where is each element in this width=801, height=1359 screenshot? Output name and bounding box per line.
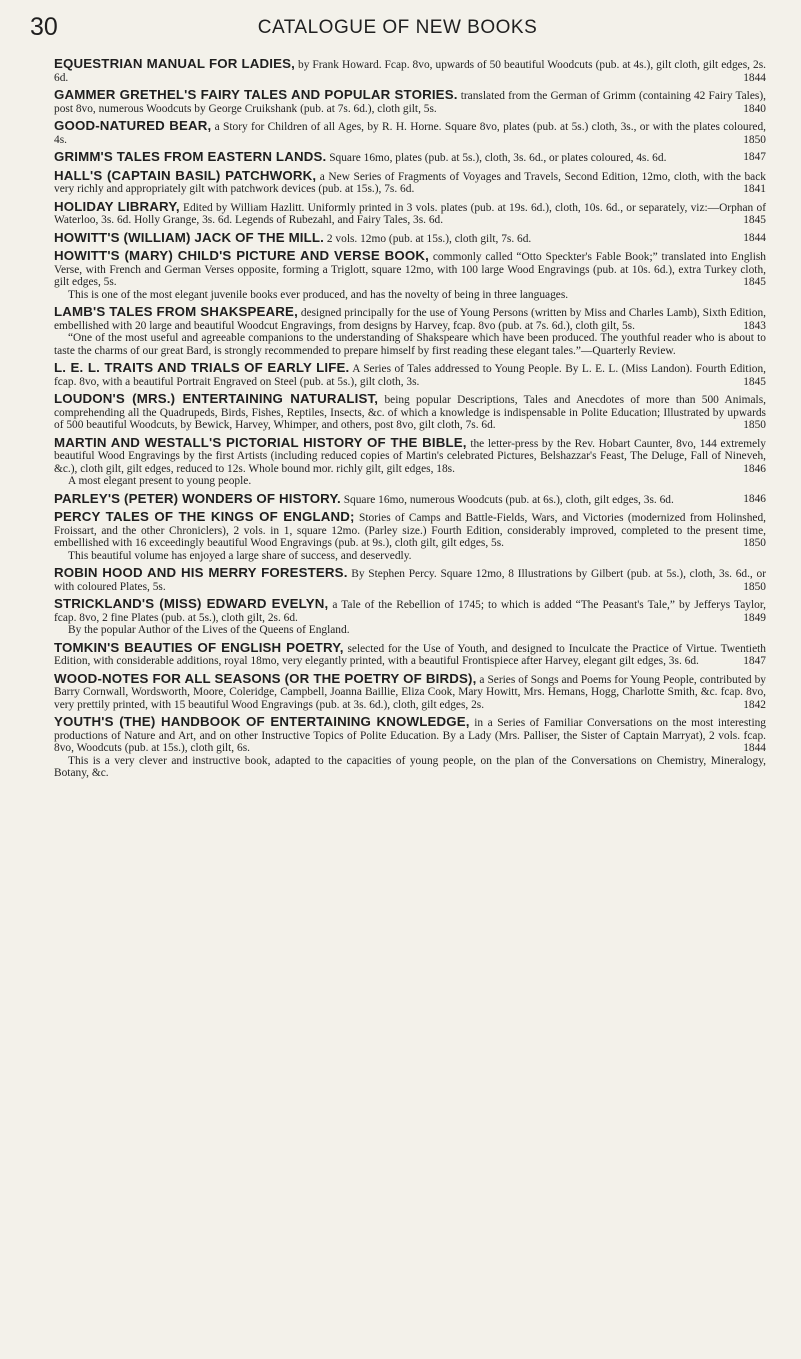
entry-year: 1850 [743, 133, 766, 146]
entry-description: translated from the German of Grimm (containing 42 Fairy Tales), post 8vo, numerous Woodcuts by George Cruikshank (pub. at 7s. 6d.), cloth gilt, 5s. [54, 90, 766, 115]
catalogue-entry [54, 198, 766, 227]
entry-title: YOUTH'S (THE) HANDBOOK OF ENTERTAINING KNOWLEDGE, [54, 714, 470, 729]
entry-description: a New Series of Fragments of Voyages and Travels, Second Edition, 12mo, cloth, with the back very richly and appropriately gilt with patchwork devices (pub. at 15s.), 7s. 6d. [54, 170, 766, 195]
entry-year: 1846 [743, 462, 766, 475]
catalogue-entry [54, 229, 766, 246]
catalogue-entry [54, 58, 766, 84]
catalogue-entry [54, 639, 767, 668]
entry-title: GOOD-NATURED BEAR, [54, 118, 212, 133]
catalogue-entries [54, 58, 766, 785]
running-title: CATALOGUE OF NEW BOOKS [257, 17, 538, 38]
entry-title: L. E. L. TRAITS AND TRIALS OF EARLY LIFE. [54, 360, 350, 375]
entry-description: Square 16mo, plates (pub. at 5s.), cloth, 3s. 6d., or plates coloured, 4s. 6d. [329, 152, 667, 164]
entry-note: A most elegant present to young people. [68, 475, 252, 487]
entry-title: GRIMM'S TALES FROM EASTERN LANDS. [54, 149, 327, 164]
entry-title: HOWITT'S (WILLIAM) JACK OF THE MILL. [54, 229, 325, 245]
catalogue-entry [54, 250, 766, 301]
catalogue-entry [54, 670, 766, 712]
catalogue-entry [54, 362, 766, 388]
entry-description: in a Series of Familiar Conversations on the most interesting productions of Nature and Art, and on other Instructive Topics of Polite Education. By a Lady (Mrs. Palliser, the Sister of Captain Marryat), 2 vols. fcap. 8vo, Woodcuts (pub. at 15s.), cloth gilt, 6s. [54, 717, 766, 754]
entry-title: LOUDON'S (MRS.) ENTERTAINING NATURALIST, [54, 391, 379, 406]
entry-title: HALL'S (CAPTAIN BASIL) PATCHWORK, [54, 167, 317, 183]
catalogue-entry [54, 306, 766, 357]
entry-note: This beautiful volume has enjoyed a large share of success, and deservedly. [68, 549, 412, 562]
entry-description: a Series of Songs and Poems for Young People, contributed by Barry Cornwall, Wordsworth, Moore, Coleridge, Campbell, Joanna Baillie, Eliza Cook, Mary Howitt, Mrs. Hemans, Hogg, Charlotte Smith, &c. fcap. 8vo, very prettily printed, with 15 beautiful Wood Engravings (pub. at 3s. 6d.), cloth, gilt edges, 2s. [54, 673, 766, 711]
entry-description: Edited by William Hazlitt. Uniformly printed in 3 vols. plates (pub. at 19s. 6d.), cloth, 10s. 6d., or separately, viz:—Orphan of Waterloo, 3s. 6d. Holly Grange, 3s. 6d. Legends of Rubezahl, and Fairy Tales, 3s. 6d. [54, 201, 766, 226]
catalogue-entry [54, 151, 766, 165]
entry-description: by Frank Howard. Fcap. 8vo, upwards of 50 beautiful Woodcuts (pub. at 4s.), gilt cloth, gilt edges, 2s. 6d. [54, 59, 766, 84]
catalogue-entry [54, 716, 766, 780]
entry-year: 1850 [743, 580, 766, 593]
entry-year: 1845 [743, 375, 766, 388]
entry-year: 1846 [743, 492, 766, 505]
entry-description: 2 vols. 12mo (pub. at 15s.), cloth gilt, 7s. 6d. [326, 232, 532, 245]
entry-year: 1843 [743, 319, 766, 332]
catalogue-entry [54, 393, 766, 432]
entry-year: 1847 [743, 655, 766, 667]
entry-year: 1850 [743, 537, 766, 549]
entry-year: 1844 [743, 71, 766, 84]
entry-description: By Stephen Percy. Square 12mo, 8 Illustrations by Gilbert (pub. at 5s.), cloth, 3s. 6d., or with coloured Plates, 5s. [54, 568, 766, 593]
catalogue-entry [54, 490, 766, 507]
catalogue-entry [54, 511, 766, 562]
entry-description: commonly called “Otto Speckter's Fable Book;” translated into English Verse, with French and German Verses opposite, forming a Triglott, square 12mo, with 100 large Wood Engravings (pub. at 10s. 6d.), extra Turkey cloth, gilt edges, 5s. [54, 251, 766, 288]
entry-description: Stories of Camps and Battle-Fields, Wars, and Victories (modernized from Holinshed, Froissart, and the other Chroniclers), 2 vols. in 1, square 12mo. (Parley size.) Fourth Edition, considerably improved, completed to the present time, embellished with 16 exceedingly beautiful Wood Engravings (pub. at 9s.), cloth gilt, gilt edges, 5s. [54, 512, 766, 549]
entry-year: 1844 [743, 742, 766, 754]
entry-title: PARLEY'S (PETER) WONDERS OF HISTORY. [54, 490, 341, 506]
entry-title: MARTIN AND WESTALL'S PICTORIAL HISTORY OF THE BIBLE, [54, 434, 467, 450]
entry-title: ROBIN HOOD AND HIS MERRY FORESTERS. [54, 565, 348, 580]
entry-note: This is one of the most elegant juvenile books ever produced, and has the novelty of being in three languages. [68, 288, 569, 301]
catalogue-entry [54, 167, 766, 196]
page-header [30, 12, 765, 46]
entry-year: 1845 [743, 214, 766, 226]
entry-description: selected for the Use of Youth, and designed to Inculcate the Practice of Virtue. Twentieth Edition, with considerable additions, royal 18mo, very elegantly printed, with a beautiful Frontispiece after Harvey, elegant gilt edges, 3s. 6d. [54, 642, 767, 667]
catalogue-entry [54, 89, 766, 115]
entry-year: 1841 [743, 183, 766, 195]
entry-title: STRICKLAND'S (MISS) EDWARD EVELYN, [54, 596, 329, 611]
entry-review-quote: “One of the most useful and agreeable companions to the understanding of Shakspeare which have been produced. The youthful reader who is about to taste the charms of our great Bard, is strongly recommended to prepare himself by first reading these elegant tales.”—Quarterly Review. [54, 332, 766, 357]
entry-year: 1845 [743, 276, 766, 288]
entry-description: being popular Descriptions, Tales and Anecdotes of more than 500 Animals, comprehending all the Quadrupeds, Birds, Fishes, Reptiles, Insects, &c. of which a knowledge is indispensable in Polite Education; Illustrated by upwards of 500 beautiful Woodcuts, by Bewick, Harvey, Whimper, and others, post 8vo, gilt cloth, 7s. 6d. [54, 394, 766, 431]
entry-description: the letter-press by the Rev. Hobart Caunter, 8vo, 144 extremely beautiful Wood Engravings by the first Artists (including reduced copies of Martin's celebrated Pictures, Belshazzar's Feast, The Deluge, Fall of Nineveh, &c.), cloth gilt, gilt edges, reduced to 12s. Whole bound mor. richly gilt, gilt edges, 18s. [54, 437, 766, 475]
entry-description: designed principally for the use of Young Persons (written by Miss and Charles Lamb), Sixth Edition, embellished with 20 large and beautiful Woodcut Engravings, from designs by Harvey, fcap. 8vo (pub. at 7s. 6d.), cloth gilt, 5s. [54, 307, 766, 332]
entry-year: 1847 [743, 151, 766, 163]
catalogue-entry [54, 120, 766, 146]
entry-description: Square 16mo, numerous Woodcuts (pub. at 6s.), cloth, gilt edges, 3s. 6d. [343, 493, 674, 506]
entry-year: 1840 [743, 102, 766, 115]
entry-year: 1850 [743, 419, 766, 431]
entry-description: a Story for Children of all Ages, by R. H. Horne. Square 8vo, plates (pub. at 5s.) cloth, 3s., or with the plates coloured, 4s. [54, 121, 766, 146]
catalogue-entry [54, 434, 766, 488]
entry-description: a Tale of the Rebellion of 1745; to which is added “The Peasant's Tale,” by Jefferys Taylor, fcap. 8vo, 2 fine Plates (pub. at 5s.), cloth gilt, 2s. 6d. [54, 599, 767, 624]
entry-year: 1849 [743, 611, 766, 624]
entry-title: EQUESTRIAN MANUAL FOR LADIES, [54, 56, 295, 71]
catalogue-entry [54, 598, 766, 637]
entry-title: HOLIDAY LIBRARY, [54, 198, 180, 214]
entry-year: 1844 [743, 231, 766, 244]
entry-title: PERCY TALES OF THE KINGS OF ENGLAND; [54, 509, 355, 524]
entry-title: GAMMER GRETHEL'S FAIRY TALES AND POPULAR STORIES. [54, 87, 458, 102]
entry-note: This is a very clever and instructive book, adapted to the capacities of young people, on the plan of the Conversations on Chemistry, Mineralogy, Botany, &c. [54, 754, 766, 779]
entry-title: LAMB'S TALES FROM SHAKSPEARE, [54, 304, 298, 319]
entry-description: A Series of Tales addressed to Young People. By L. E. L. (Miss Landon). Fourth Edition, fcap. 8vo, with a beautiful Portrait Engraved on Steel (pub. at 5s.), gilt cloth, 3s. [54, 363, 766, 388]
entry-title: HOWITT'S (MARY) CHILD'S PICTURE AND VERSE BOOK, [54, 248, 430, 263]
entry-title: TOMKIN'S BEAUTIES OF ENGLISH POETRY, [54, 639, 344, 655]
catalogue-entry [54, 567, 766, 593]
page-number: 30 [30, 13, 58, 41]
entry-title: WOOD-NOTES FOR ALL SEASONS (OR THE POETRY OF BIRDS), [54, 670, 477, 686]
entry-year: 1842 [743, 698, 766, 711]
entry-note: By the popular Author of the Lives of the Queens of England. [68, 624, 350, 636]
